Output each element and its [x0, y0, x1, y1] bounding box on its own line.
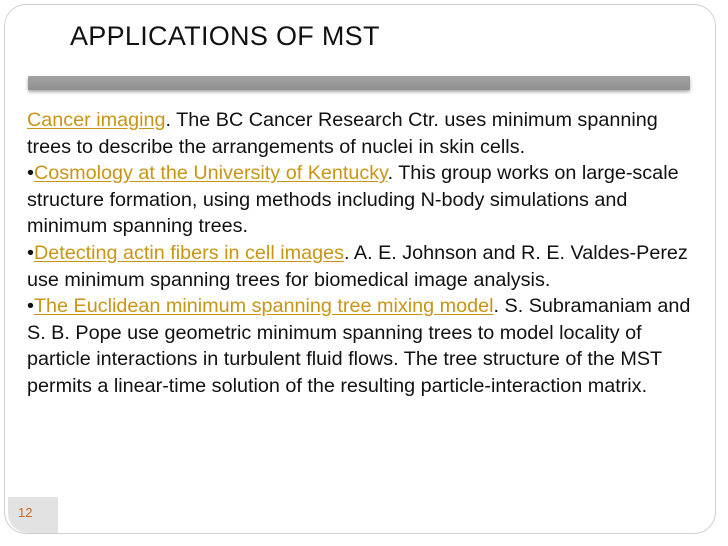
item-text: . A. E. Johnson and R. E. Valdes-Perez use minimum spanning trees for biomedical image analysis.	[27, 241, 688, 291]
item-text: . The BC Cancer Research Ctr. uses minimum spanning trees to describe the arrangements of nuclei in skin cells.	[27, 109, 658, 158]
page-number: 12	[18, 505, 33, 520]
slide-body	[27, 107, 699, 400]
cosmology-link[interactable]: Cosmology at the University of Kentucky	[33, 162, 388, 185]
bullet: •	[27, 241, 34, 264]
list-item	[27, 293, 699, 399]
title-divider	[28, 76, 690, 90]
cancer-imaging-link[interactable]: Cancer imaging	[27, 109, 166, 131]
list-item	[27, 240, 699, 293]
actin-fibers-link[interactable]: Detecting actin fibers in cell images	[33, 241, 344, 264]
euclidean-mst-link[interactable]: The Euclidean minimum spanning tree mixing model	[33, 295, 494, 318]
list-item	[27, 107, 699, 160]
bullet: •	[27, 162, 34, 185]
bullet: •	[27, 295, 34, 318]
item-text: . This group works on large-scale structure formation, using methods including N-body simulations and minimum spanning trees.	[27, 162, 679, 238]
page-number-badge	[8, 497, 58, 533]
item-text: . S. Subramaniam and S. B. Pope use geometric minimum spanning trees to model locality of particle interactions in turbulent fluid flows. The tree structure of the MST permits a linear-time solution of the resulting particle-interaction matrix.	[27, 295, 691, 397]
list-item	[27, 160, 699, 240]
slide-title: APPLICATIONS OF MST	[70, 21, 380, 51]
